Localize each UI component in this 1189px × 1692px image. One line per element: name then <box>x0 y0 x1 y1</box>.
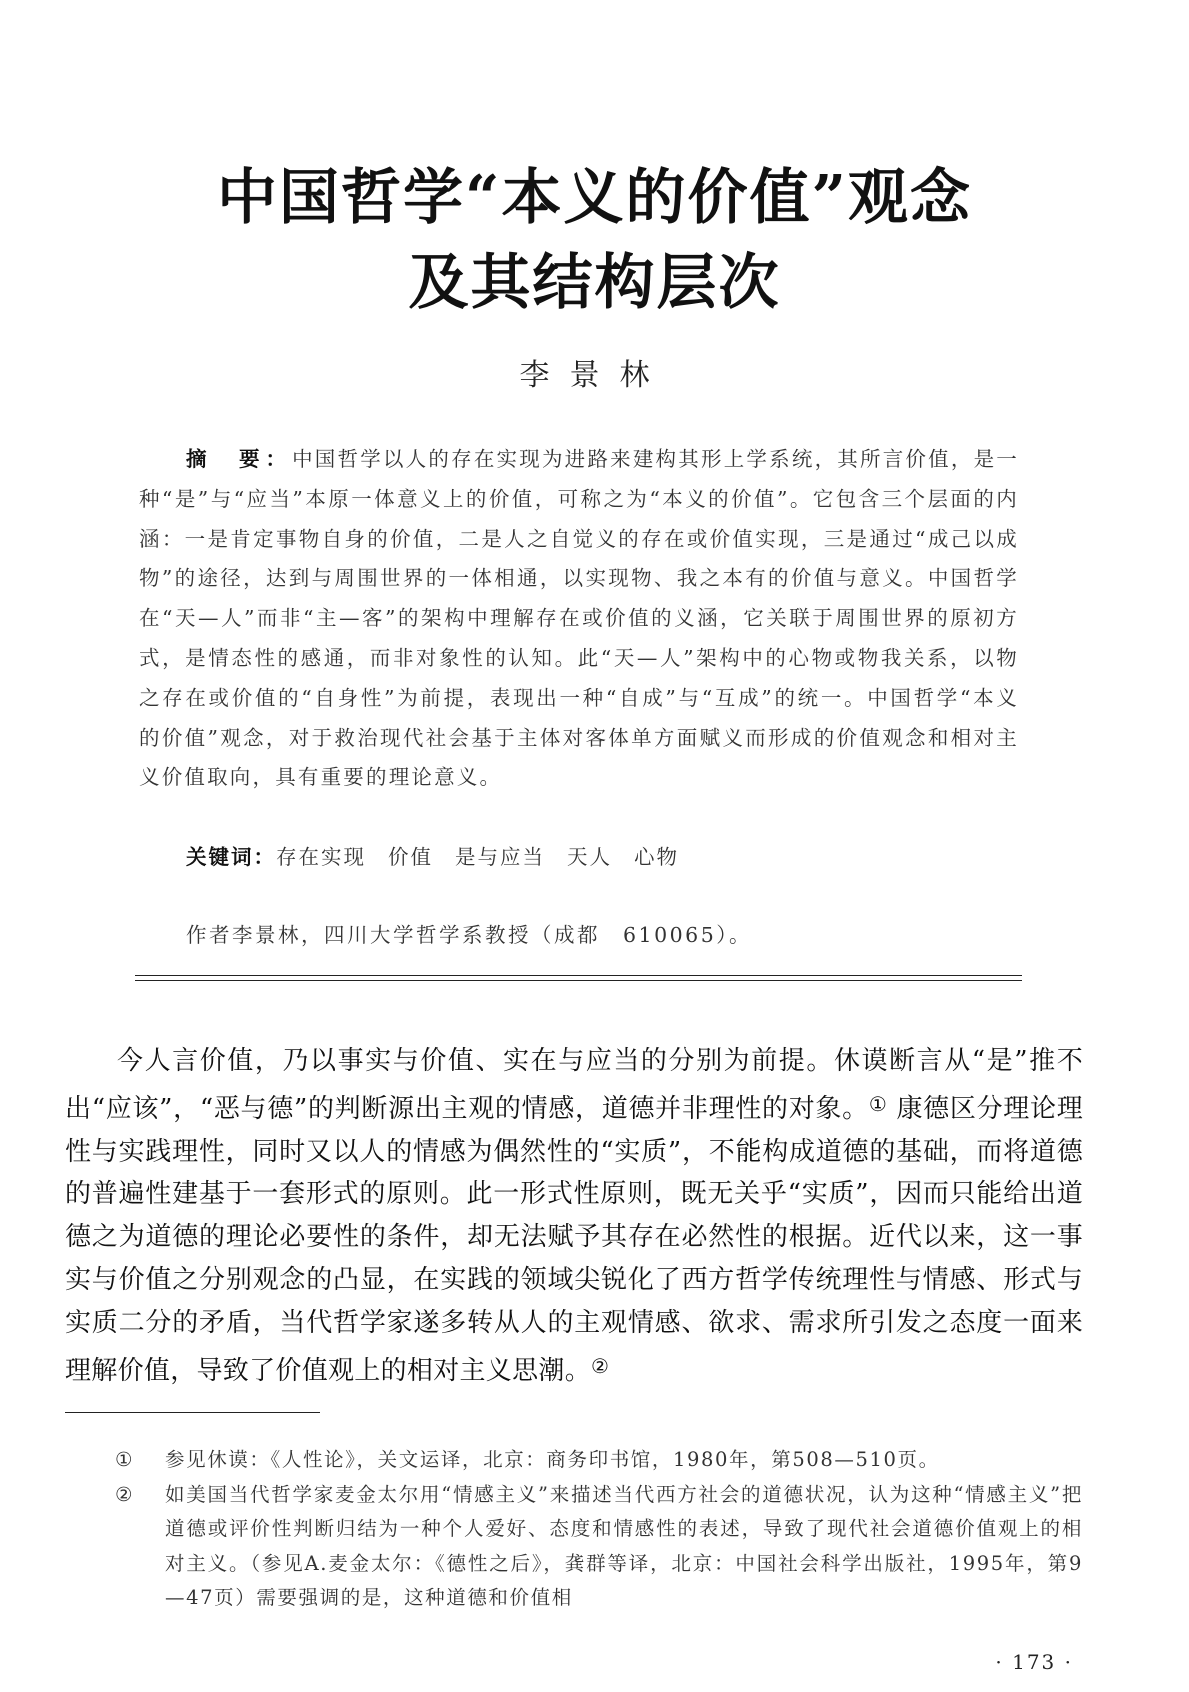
keyword-item: 天人 <box>567 845 612 869</box>
footnote-divider <box>65 1412 320 1413</box>
keyword-item: 价值 <box>388 845 433 869</box>
author-affiliation: 作者李景林，四川大学哲学系教授（成都 610065）。 <box>186 923 753 947</box>
footnote-2 <box>115 1478 1083 1615</box>
keyword-item: 是与应当 <box>455 845 545 869</box>
keyword-item: 心物 <box>634 845 679 869</box>
article-title-line-1: 中国哲学“本义的价值”观念 <box>216 163 973 233</box>
article-title-line-2: 及其结构层次 <box>408 248 781 318</box>
body-text-part-2: 康德区分理论理性与实践理性，同时又以人的情感为偶然性的“实质”，不能构成道德的基础，而将道德的普遍性建基于一套形式的原则。此一形式性原则，既无关乎“实质”，因而只能给出道德之为道德的理论必要性的条件，却无法赋予其存在必然性的根据。近代以来，这一事实与价值之分别观念的凸显，在实践的领域尖锐化了西方哲学传统理性与情感、形式与实质二分的矛盾，当代哲学家遂多转从人的主观情感、欲求、需求所引发之态度一面来理解价值，导致了价值观上的相对主义思潮。 <box>65 1093 1083 1386</box>
keyword-item: 存在实现 <box>276 845 366 869</box>
body-text-part-1: 今人言价值，乃以事实与价值、实在与应当的分别为前提。休谟断言从“是”推不出“应该”，“恶与德”的判断源出主观的情感，道德并非理性的对象。 <box>65 1046 1083 1124</box>
header-divider-top <box>135 975 1022 976</box>
footnote-ref-2[interactable]: ② <box>591 1353 610 1378</box>
footnote-ref-1[interactable]: ① <box>868 1091 888 1116</box>
footnote-text: 如美国当代哲学家麦金太尔用“情感主义”来描述当代西方社会的道德状况，认为这种“情感主义”把道德或评价性判断归结为一种个人爱好、态度和情感性的表述，导致了现代社会道德价值观上的相对主义。（参见A.麦金太尔：《德性之后》，龚群等译，北京：中国社会科学出版社，1995年，第9—47页）需要强调的是，这种道德和价值相 <box>165 1483 1083 1609</box>
keywords-line <box>186 840 701 870</box>
footnote-text: 参见休谟：《人性论》，关文运译，北京：商务印书馆，1980年，第508—510页。 <box>165 1448 940 1471</box>
footnote-number: ② <box>115 1483 135 1506</box>
footnote-number: ① <box>115 1448 135 1471</box>
abstract-text: 中国哲学以人的存在实现为进路来建构其形上学系统，其所言价值，是一种“是”与“应当”本原一体意义上的价值，可称之为“本义的价值”。它包含三个层面的内涵：一是肯定事物自身的价值，二是人之自觉义的存在或价值实现，三是通过“成己以成物”的途径，达到与周围世界的一体相通，以实现物、我之本有的价值与意义。中国哲学在“天—人”而非“主—客”的架构中理解存在或价值的义涵，它关联于周围世界的原初方式，是情态性的感通，而非对象性的认知。此“天—人”架构中的心物或物我关系，以物之存在或价值的“自身性”为前提，表现出一种“自成”与“互成”的统一。中国哲学“本义的价值”观念，对于救治现代社会基于主体对客体单方面赋义而形成的价值观念和相对主义价值取向，具有重要的理论意义。 <box>139 447 1020 790</box>
author-name: 李景林 <box>519 358 670 393</box>
abstract-paragraph <box>139 440 1019 798</box>
abstract-label: 摘 要： <box>186 447 293 471</box>
footnote-1 <box>115 1443 1083 1477</box>
page-number: · 173 · <box>995 1650 1073 1674</box>
header-divider-bottom <box>135 980 1022 981</box>
keywords-label: 关键词： <box>186 845 276 869</box>
body-paragraph <box>65 1040 1083 1392</box>
